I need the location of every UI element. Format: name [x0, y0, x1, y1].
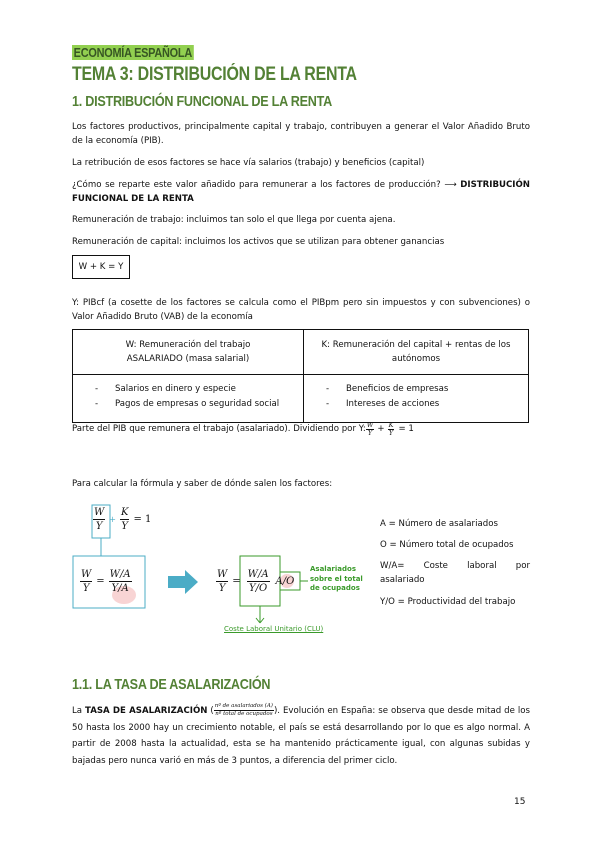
fraction	[80, 568, 92, 595]
denominator: nº total de ocupados	[215, 711, 273, 717]
legend-line: asalariado	[380, 575, 425, 585]
paragraph: La retribución de esos factores se hace vía salarios (trabajo) y beneficios (capital)	[72, 158, 425, 168]
subject-tag	[72, 44, 194, 62]
fraction	[247, 568, 270, 595]
denominator: Y	[121, 521, 129, 532]
paragraph: La TASA DE ASALARIZACIÓN ( $\frac{\text{nº de asalariados (A)}}{\text{nº total de ocupados}}$ ). Evolución en España: se observa que desde mitad de los 50 hasta los 2000 hay un crecimiento notable, el país se está desarrollando por lo que es algo normal. A partir de 2008 hasta la actualidad, esta se ha mantenido prácticamente igual, con algunas subidas y bajadas pero nunca varió en más de 3 puntos, a diferencia del primer ciclo.	[72, 703, 530, 766]
legend-part: por	[515, 561, 530, 571]
table-cell	[73, 375, 304, 423]
list-item: - Pagos de empresas o seguridad social	[95, 397, 303, 412]
fraction	[93, 506, 105, 533]
paragraph	[72, 422, 542, 437]
paragraph-text: Parte del PIB que remunera el trabajo (asalariado). Dividiendo por Y:	[72, 424, 366, 435]
denominator: Y	[95, 521, 103, 532]
paragraph	[72, 178, 530, 206]
paragraph-text: ¿Cómo se reparte este valor añadido para remunerar a los factores de producción? ⟶	[72, 180, 461, 190]
numerator: K	[120, 507, 129, 518]
legend-part: Coste	[423, 561, 448, 571]
formula-box: W + K = Y	[72, 255, 130, 279]
clu-annotation: Coste Laboral Unitario (CLU)	[224, 625, 324, 633]
table-header-title: K: Remuneración del capital + rentas de los autónomos	[321, 340, 511, 364]
denominator: Y	[388, 429, 394, 437]
numerator: W	[217, 569, 228, 580]
denominator: Y	[367, 429, 373, 437]
fraction	[120, 506, 129, 533]
equals-sign: =	[232, 576, 241, 587]
table-header-cell	[73, 330, 304, 375]
plus-sign: +	[109, 515, 116, 524]
paragraph-text: . Evolución en España: se observa que desde mitad de los 50 hasta los 2000 hay un crecimiento notable, el país se está desarrollando por lo que es algo normal. A partir de 2008 hasta la actualidad, esta se ha mantenido prácticamente igual, con algunas subidas y bajadas pero nunca varió en más de 3 puntos, a diferencia del primer ciclo.	[72, 706, 530, 766]
paragraph-text: La	[72, 706, 86, 716]
list-item: - Salarios en dinero y especie	[95, 382, 303, 397]
paragraph-bold: DISTRIBUCIÓN FUNCIONAL DE LA RENTA	[72, 180, 530, 205]
bullet-list	[95, 382, 303, 412]
numerator: W	[94, 507, 105, 518]
table-header-subtitle: ASALARIADO (masa salarial)	[126, 354, 250, 364]
equals-one: = 1	[133, 514, 152, 525]
legend-part: W/A=	[380, 561, 405, 571]
fraction	[366, 422, 375, 437]
ratio-term: A/O	[275, 576, 295, 587]
numerator: K	[388, 421, 394, 429]
fraction	[214, 703, 274, 718]
denominator: Y	[82, 583, 90, 594]
legend-line: Y/O = Productividad del trabajo	[380, 597, 516, 607]
legend-line	[380, 559, 530, 573]
plus-sign: +	[377, 424, 385, 435]
bullet-list	[326, 382, 528, 412]
fraction	[216, 568, 228, 595]
factors-table	[72, 329, 529, 423]
table-header-cell	[304, 330, 529, 375]
subject-label: ECONOMÍA ESPAÑOLA	[73, 45, 192, 60]
page-title: TEMA 3: DISTRIBUCIÓN DE LA RENTA	[72, 64, 357, 85]
paragraph-bold: TASA DE ASALARIZACIÓN	[85, 706, 208, 716]
paragraph: Remuneración de trabajo: incluimos tan solo el que llega por cuenta ajena.	[72, 215, 396, 225]
list-item: - Intereses de acciones	[326, 397, 528, 412]
section-heading: 1.1. LA TASA DE ASALARIZACIÓN	[72, 676, 271, 693]
paragraph: Los factores productivos, principalmente capital y trabajo, contribuyen a generar el Valor Añadido Bruto de la economía (PIB).	[72, 122, 530, 147]
section-heading: 1. DISTRIBUCIÓN FUNCIONAL DE LA RENTA	[72, 93, 332, 110]
formula-diagram	[70, 500, 370, 640]
numerator: W	[81, 569, 92, 580]
table-header-title: W: Remuneración del trabajo	[125, 340, 251, 350]
numerator: W/A	[109, 569, 131, 580]
legend-part: laboral	[467, 561, 497, 571]
green-annotation: Asalariados sobre el total de ocupados	[310, 565, 363, 592]
fraction	[388, 422, 395, 437]
numerator: W	[366, 421, 374, 429]
denominator: Y	[218, 583, 226, 594]
page-number: 15	[514, 797, 526, 807]
paragraph: Remuneración de capital: incluimos los activos que se utilizan para obtener ganancias	[72, 237, 445, 247]
table-cell	[304, 375, 529, 423]
legend-line: A = Número de asalariados	[380, 519, 498, 529]
paragraph: Y: PIBcf (a cosette de los factores se calcula como el PIBpm pero sin impuestos y con subvenciones) o Valor Añadido Bruto (VAB) de la economía	[72, 298, 530, 323]
formula-top	[93, 506, 151, 533]
equals-sign: =	[96, 576, 105, 587]
numerator: W/A	[247, 569, 269, 580]
list-item: - Beneficios de empresas	[326, 382, 528, 397]
denominator: Y/A	[111, 583, 129, 594]
numerator: nº de asalariados (A)	[214, 703, 273, 709]
denominator: Y/O	[249, 583, 268, 594]
formula-right	[216, 568, 294, 595]
paragraph-text: = 1	[398, 424, 414, 435]
fraction	[109, 568, 132, 595]
paragraph: Para calcular la fórmula y saber de dónde salen los factores:	[72, 479, 333, 489]
arrow-icon	[168, 570, 198, 594]
formula-left	[80, 568, 132, 595]
legend-line: O = Número total de ocupados	[380, 540, 514, 550]
